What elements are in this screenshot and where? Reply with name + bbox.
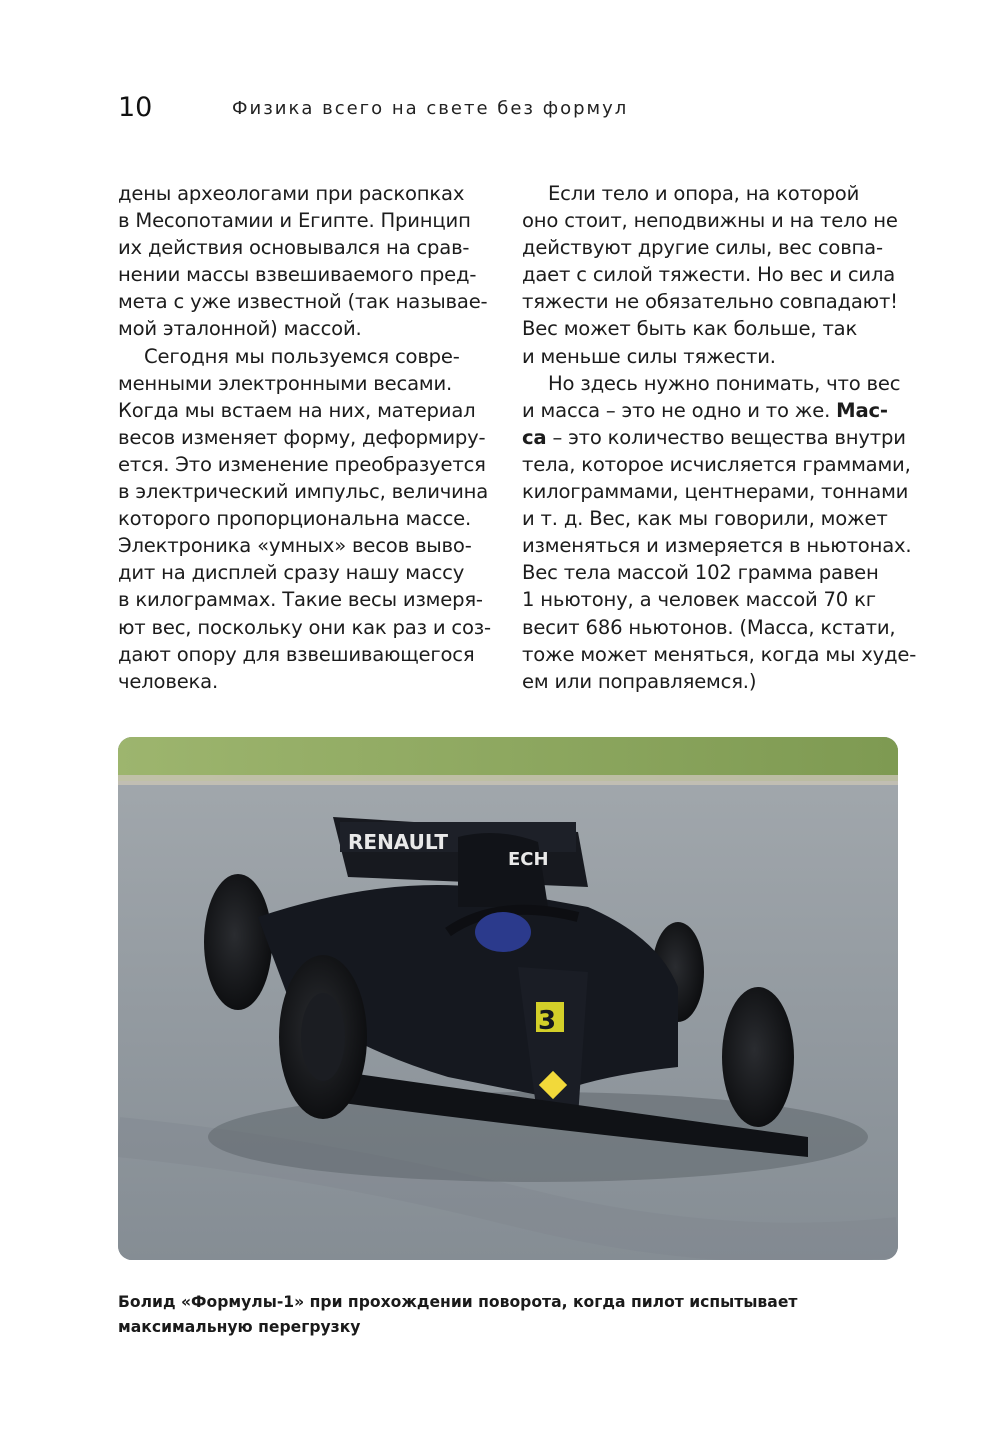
text-line — [522, 397, 902, 424]
text-line: весов изменяет форму, деформиру- — [118, 425, 486, 449]
livery-sponsor-text: ECH — [508, 849, 549, 870]
text-line: менными электронными весами. — [118, 371, 453, 395]
text-line: и меньше силы тяжести. — [522, 344, 776, 368]
text-line: Но здесь нужно понимать, что вес — [548, 371, 901, 395]
term-mass-part1: Мас- — [836, 398, 888, 422]
text-line: в электрический импульс, величина — [118, 480, 489, 504]
tyre — [204, 874, 272, 1010]
text-line: Вес может быть как больше, так — [522, 317, 858, 341]
text-column-left — [118, 180, 498, 695]
text-line: весит 686 ньютонов. (Масса, кстати, — [522, 615, 896, 639]
text-line: Когда мы встаем на них, материал — [118, 398, 476, 422]
text-line: действуют другие силы, вес совпа- — [522, 236, 883, 260]
term-mass-part2: са — [522, 425, 547, 449]
car-number: 3 — [538, 1006, 557, 1036]
text-line: тела, которое исчисляется граммами, — [522, 452, 911, 476]
grass-strip — [118, 737, 898, 781]
text-line: 1 ньютону, а человек массой 70 кг — [522, 588, 876, 612]
tyre — [722, 987, 794, 1127]
text-line: которого пропорциональна массе. — [118, 507, 472, 531]
text-line: тяжести не обязательно совпадают! — [522, 290, 898, 314]
text-fragment: и масса – это не одно и то же. — [522, 398, 837, 422]
text-line: мой эталонной) массой. — [118, 317, 362, 341]
text-line: ется. Это изменение преобразуется — [118, 452, 486, 476]
running-title: Физика всего на свете без формул — [232, 98, 629, 119]
livery-renault-text: RENAULT — [348, 830, 448, 854]
text-line — [522, 424, 906, 451]
text-line: и т. д. Вес, как мы говорили, может — [522, 507, 888, 531]
text-line: нении массы взвешиваемого пред- — [118, 263, 477, 287]
text-line: дены археологами при раскопках — [118, 182, 465, 205]
text-line: Электроника «умных» весов выво- — [118, 534, 472, 558]
text-line: тоже может меняться, когда мы худе- — [522, 642, 917, 666]
text-line: Сегодня мы пользуемся совре- — [144, 344, 460, 368]
text-line: оно стоит, неподвижны и на тело не — [522, 209, 898, 233]
text-line: Вес тела массой 102 грамма равен — [522, 561, 879, 585]
text-line: их действия основывался на срав- — [118, 236, 470, 260]
text-line: изменяться и измеряется в ньютонах. — [522, 534, 912, 558]
text-fragment: – это количество вещества внутри — [546, 425, 906, 449]
text-line: ют вес, поскольку они как раз и соз- — [118, 615, 491, 639]
figure-caption: Болид «Формулы-1» при прохождении поворота, когда пилот испытывает максимальную перегрузку — [118, 1293, 798, 1336]
text-line: человека. — [118, 669, 219, 693]
text-column-right — [522, 180, 917, 695]
text-line: дает с силой тяжести. Но вес и сила — [522, 263, 896, 287]
text-line: ем или поправляемся.) — [522, 669, 757, 693]
formula1-car-photo — [118, 737, 898, 1260]
page-number: 10 — [118, 92, 153, 123]
text-line: в килограммах. Такие весы измеря- — [118, 588, 483, 612]
text-line: килограммами, центнерами, тоннами — [522, 480, 909, 504]
text-line: мета с уже известной (так называе- — [118, 290, 488, 314]
text-line: дит на дисплей сразу нашу массу — [118, 561, 465, 585]
text-line: Если тело и опора, на которой — [548, 182, 860, 205]
text-line: дают опору для взвешивающегося — [118, 642, 475, 666]
text-line: в Месопотамии и Египте. Принцип — [118, 209, 471, 233]
